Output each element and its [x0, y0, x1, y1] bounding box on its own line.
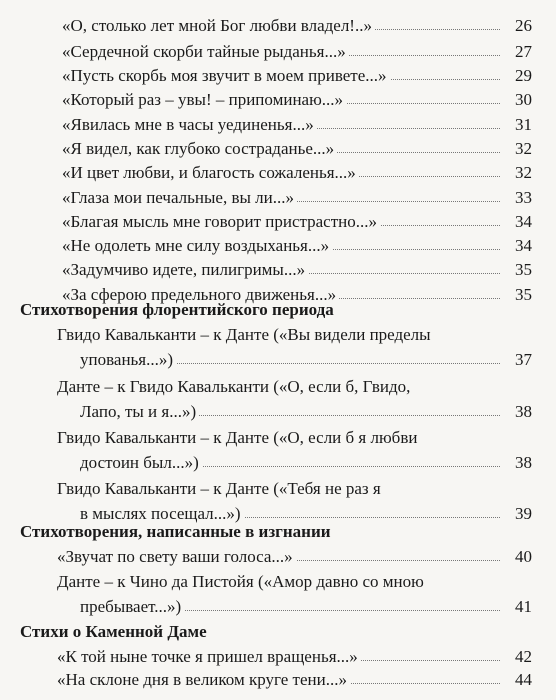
entry-title: «Сердечной скорби тайные рыданья...»	[62, 40, 349, 63]
entry-title: «Который раз – увы! – припоминаю...»	[62, 88, 346, 111]
entry-title: «На склоне дня в великом круге тени...»	[57, 668, 350, 691]
entry-title-line2: Лапо, ты и я...»)	[80, 400, 199, 423]
page-number: 32	[501, 137, 532, 160]
page-number: 35	[501, 283, 532, 306]
entry-title: «Не одолеть мне силу воздыханья...»	[62, 234, 332, 257]
page-number: 34	[501, 234, 532, 257]
page-number: 29	[501, 64, 532, 87]
page-number: 38	[501, 400, 532, 423]
entry-title: «Задумчиво идете, пилигримы...»	[62, 258, 308, 281]
entry-title: «Благая мысль мне говорит пристрастно...»	[62, 210, 380, 233]
entry-title: «И цвет любви, и благость сожаленья...»	[62, 161, 359, 184]
entry-title: «Я видел, как глубоко состраданье...»	[62, 137, 337, 160]
page-number: 41	[501, 595, 532, 618]
entry-title-line1: Данте – к Чино да Пистойя («Амор давно со мною	[57, 572, 424, 591]
entry-title: «За сферою предельного движенья...»	[62, 283, 339, 306]
page-number: 40	[501, 545, 532, 568]
entry-title: «К той ныне точке я пришел вращенья...»	[57, 645, 361, 668]
page-number: 26	[501, 14, 532, 37]
page-number: 42	[501, 645, 532, 668]
page-number: 44	[501, 668, 532, 691]
page-number: 34	[501, 210, 532, 233]
page-number: 39	[501, 502, 532, 525]
entry-title-line2: пребывает...»)	[80, 595, 184, 618]
section-heading: Стихи о Каменной Даме	[20, 622, 207, 641]
entry-title-line2: в мыслях посещал...»)	[80, 502, 244, 525]
page-number: 33	[501, 186, 532, 209]
entry-title-line2: упованья...»)	[80, 348, 176, 371]
entry-title: «Глаза мои печальные, вы ли...»	[62, 186, 297, 209]
entry-title: «Звучат по свету ваши голоса...»	[57, 545, 296, 568]
section-heading: Стихотворения флорентийского периода	[20, 300, 334, 319]
entry-title: «Пусть скорбь моя звучит в моем привете...»	[62, 64, 390, 87]
entry-title-line1: Гвидо Кавальканти – к Данте («О, если б я любви	[57, 428, 418, 447]
page-number: 27	[501, 40, 532, 63]
page-number: 38	[501, 451, 532, 474]
page-number: 30	[501, 88, 532, 111]
page-number: 35	[501, 258, 532, 281]
section-heading: Стихотворения, написанные в изгнании	[20, 522, 331, 541]
page-number: 37	[501, 348, 532, 371]
entry-title-line2: достоин был...»)	[80, 451, 202, 474]
entry-title-line1: Данте – к Гвидо Кавальканти («О, если б, Гвидо,	[57, 377, 411, 396]
entry-title-line1: Гвидо Кавальканти – к Данте («Вы видели пределы	[57, 325, 431, 344]
page-number: 32	[501, 161, 532, 184]
page-number: 31	[501, 113, 532, 136]
entry-title: «О, столько лет мной Бог любви владел!..»	[62, 14, 375, 37]
entry-title: «Явилась мне в часы уединенья...»	[62, 113, 317, 136]
entry-title-line1: Гвидо Кавальканти – к Данте («Тебя не раз я	[57, 479, 381, 498]
